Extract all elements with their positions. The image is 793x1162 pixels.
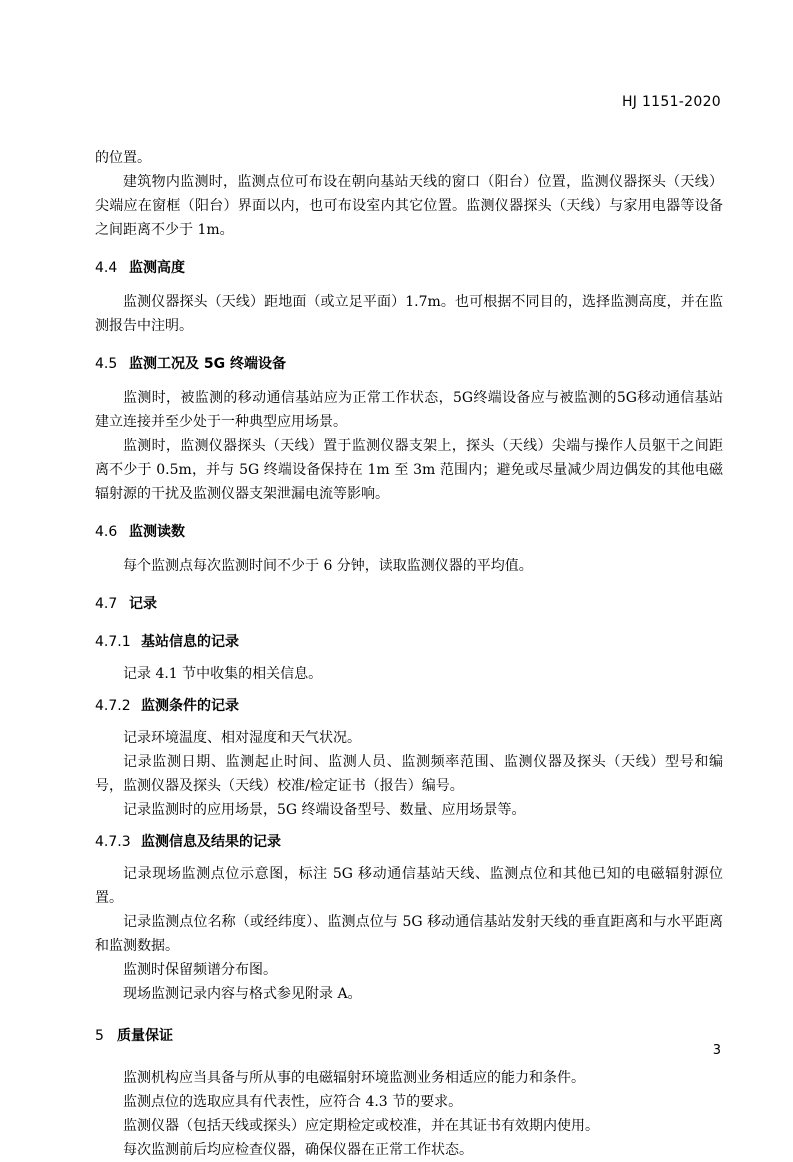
section-number: 4.7 xyxy=(95,596,118,612)
paragraph: 监测点位的选取应具有代表性，应符合 4.3 节的要求。 xyxy=(123,1094,463,1110)
section-title: 质量保证 xyxy=(117,1028,173,1044)
section-heading-4-6 xyxy=(95,520,723,544)
page-number: 3 xyxy=(712,1043,721,1058)
section-heading-4-7-1 xyxy=(95,630,723,654)
section-heading-4-5 xyxy=(95,352,723,376)
paragraph: 记录监测日期、监测起止时间、监测人员、监测频率范围、监测仪器及探头（天线）型号和编号，监测仪器及探头（天线）校准/检定证书（报告）编号。 xyxy=(95,754,723,794)
paragraph: 记录 4.1 节中收集的相关信息。 xyxy=(123,666,323,682)
page-body xyxy=(95,146,723,1162)
section-title: 基站信息的记录 xyxy=(141,634,239,650)
paragraph: 监测时，被监测的移动通信基站应为正常工作状态，5G终端设备应与被监测的5G移动通信基站建立连接并至少处于一种典型应用场景。 xyxy=(95,390,723,430)
standard-code: HJ 1151-2020 xyxy=(621,94,721,110)
section-number: 4.6 xyxy=(95,524,118,540)
paragraph: 的位置。 xyxy=(95,150,151,166)
paragraph: 现场监测记录内容与格式参见附录 A。 xyxy=(123,986,362,1002)
paragraph: 监测仪器（包括天线或探头）应定期检定或校准，并在其证书有效期内使用。 xyxy=(123,1118,599,1134)
section-title: 监测条件的记录 xyxy=(141,698,239,714)
paragraph: 监测仪器探头（天线）距地面（或立足平面）1.7m。也可根据不同目的，选择监测高度，并在监测报告中注明。 xyxy=(95,294,723,334)
section-title: 监测读数 xyxy=(129,524,185,540)
section-number: 4.7.3 xyxy=(95,834,131,850)
paragraph: 记录环境温度、相对湿度和天气状况。 xyxy=(123,730,361,746)
section-heading-4-4 xyxy=(95,256,723,280)
paragraph: 监测机构应当具备与所从事的电磁辐射环境监测业务相适应的能力和条件。 xyxy=(123,1070,585,1086)
paragraph: 记录现场监测点位示意图，标注 5G 移动通信基站天线、监测点位和其他已知的电磁辐射源位置。 xyxy=(95,866,723,906)
paragraph: 记录监测点位名称（或经纬度）、监测点位与 5G 移动通信基站发射天线的垂直距离和与水平距离和监测数据。 xyxy=(95,914,723,954)
section-title: 监测信息及结果的记录 xyxy=(141,834,281,850)
section-title: 记录 xyxy=(129,596,157,612)
section-number: 4.7.2 xyxy=(95,698,131,714)
section-number: 4.7.1 xyxy=(95,634,131,650)
paragraph: 每次监测前后均应检查仪器，确保仪器在正常工作状态。 xyxy=(123,1142,473,1158)
section-title: 监测高度 xyxy=(129,260,185,276)
section-number: 5 xyxy=(95,1028,104,1044)
section-heading-5 xyxy=(95,1024,723,1048)
section-number: 4.5 xyxy=(95,356,118,372)
paragraph: 每个监测点每次监测时间不少于 6 分钟，读取监测仪器的平均值。 xyxy=(123,558,533,574)
section-heading-4-7 xyxy=(95,592,723,616)
section-heading-4-7-3 xyxy=(95,830,723,854)
section-title: 监测工况及 5G 终端设备 xyxy=(129,356,286,372)
paragraph: 监测时保留频谱分布图。 xyxy=(123,962,277,978)
paragraph: 记录监测时的应用场景，5G 终端设备型号、数量、应用场景等。 xyxy=(123,802,526,818)
paragraph: 建筑物内监测时，监测点位可布设在朝向基站天线的窗口（阳台）位置，监测仪器探头（天线）尖端应在窗框（阳台）界面以内，也可布设室内其它位置。监测仪器探头（天线）与家用电器等设备之间距离不少于 1m。 xyxy=(95,174,723,238)
section-number: 4.4 xyxy=(95,260,118,276)
section-heading-4-7-2 xyxy=(95,694,723,718)
paragraph: 监测时，监测仪器探头（天线）置于监测仪器支架上，探头（天线）尖端与操作人员躯干之间距离不少于 0.5m，并与 5G 终端设备保持在 1m 至 3m 范围内；避免或尽量减少周边偶发的其他电磁辐射源的干扰及监测仪器支架泄漏电流等影响。 xyxy=(95,438,723,502)
